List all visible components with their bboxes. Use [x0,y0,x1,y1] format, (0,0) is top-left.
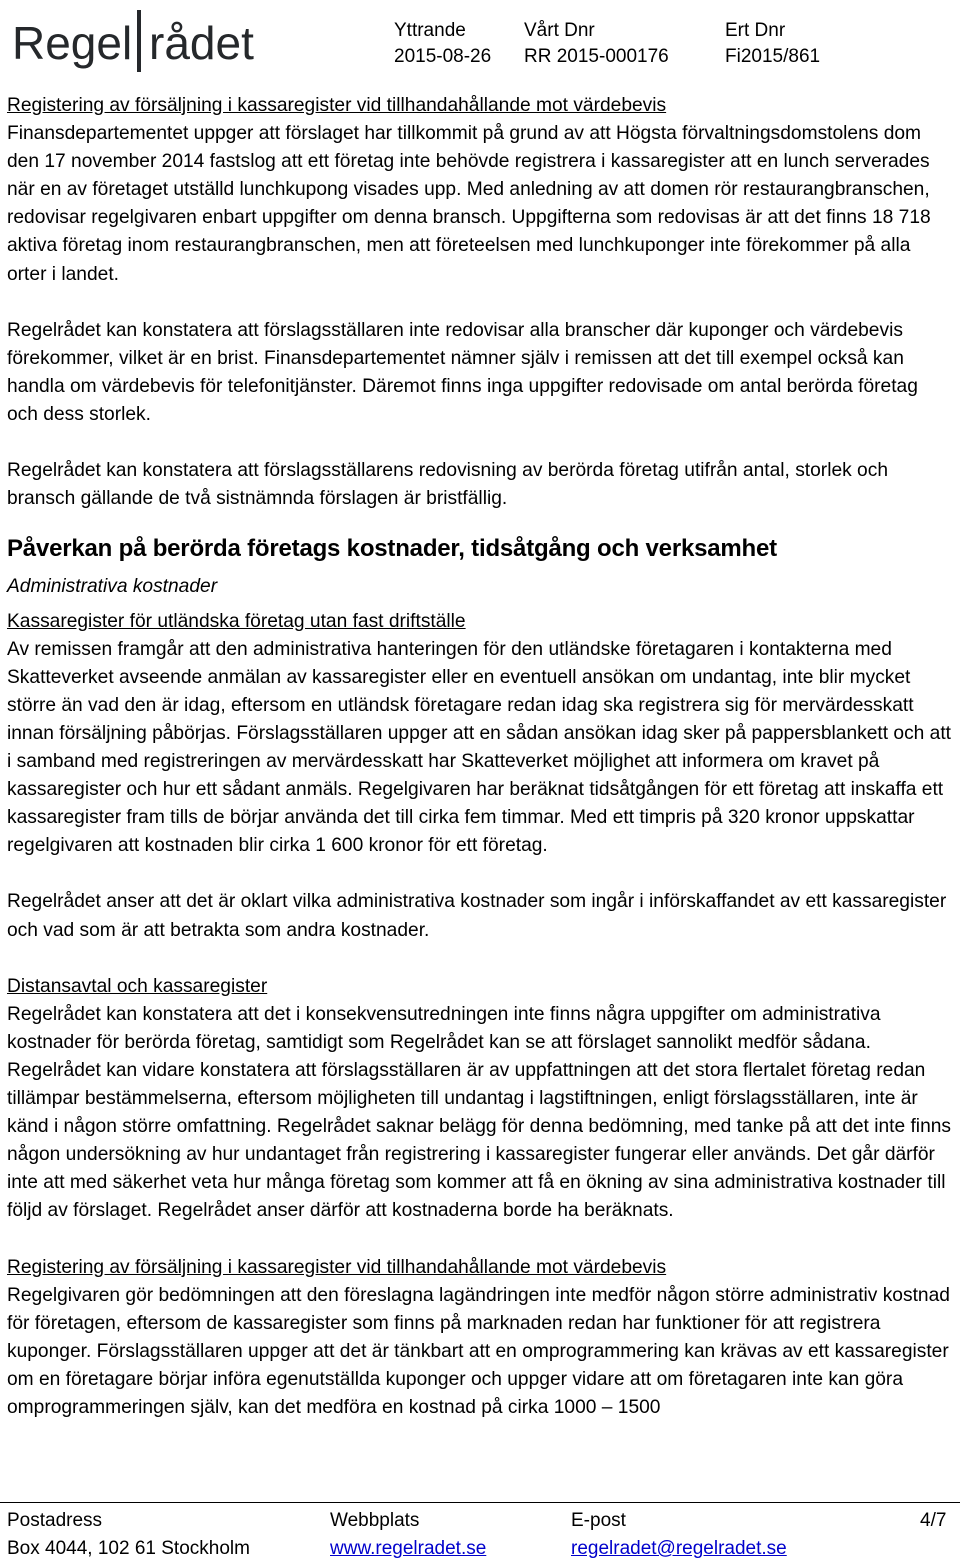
meta-label: Ert Dnr [725,20,786,41]
meta-value: RR 2015-000176 [524,46,669,67]
page-footer [0,1502,960,1563]
paragraph: Regelrådet anser att det är oklart vilka administrativa kostnader som ingår i införskaffandet av ett kassaregister och vad som är att betrakta som andra kostnader. [7,891,947,941]
meta-value: 2015-08-26 [394,46,492,67]
email-link[interactable]: regelradet@regelradet.se [571,1538,787,1559]
section-heading-vardebevis: Registering av försäljning i kassaregister vid tillhandahållande mot värdebevis [7,95,667,116]
meta-label: Yttrande [394,20,466,41]
footer-web [330,1507,486,1563]
paragraph: Finansdepartementet uppger att förslaget har tillkommit på grund av att Högsta förvaltningsdomstolens dom den 17 november 2014 fastslog att ett företag inte behövde registrera i kassaregister att en lunch serverades när en av företaget utställd lunchkupong visades upp. Med anledning av att domen rör restaurangbranschen, redovisar regelgivaren enbart uppgifter om denna bransch. Uppgifterna som redovisas är att det finns 18 718 aktiva företag inom restaurangbranschen, men att företeelsen med lunchkuponger inte förekommer på alla orter i landet. [7,123,931,285]
paragraph-gap [7,513,953,533]
footer-postal-label: Postadress [7,1510,103,1531]
document-body [7,92,953,1422]
meta-yttrande [394,18,491,70]
meta-vart-dnr [524,18,669,70]
paragraph-gap [7,1226,953,1254]
paragraph: Regelrådet kan konstatera att förslagsställaren inte redovisar alla branscher där kuponger och värdebevis förekommer, vilket är en brist. Finansdepartementet nämner själv i remissen att det till exempel också kan handla om värdebevis för telefonitjänster. Däremot finns inga uppgifter redovisade om antal berörda företag och dess storlek. [7,319,918,426]
logo-text-left: Regel [12,17,133,69]
paragraph: Av remissen framgår att den administrativa hanteringen för den utländske företagaren i kontakterna med Skatteverket avseende anmälan av kassaregister eller en eventuell ansökan om undantag, inte blir mycket större än vad den är idag, eftersom en utländsk företagare redan idag ska registrera sig för mervärdesskatt innan försäljning påbörjas. Förslagsställaren uppger att en sådan ansökan idag sker på pappersblankett och att i samband med registreringen av mervärdesskatt har Skatteverket möjlighet att informera om kravet på kassaregister och hur ett sådant anmäls. Regelgivaren har beräknat tidsåtgången för ett företag att inskaffa ett kassaregister fram tills de börjar använda det till cirka fem timmar. Med ett timpris på 320 kronor uppskattar regelgivaren att kostnaden blir cirka 1 600 kronor för ett företag. [7,638,951,857]
page-number: 4/7 [920,1510,947,1531]
logo-text-right: rådet [149,17,254,69]
paragraph: Regelrådet kan konstatera att förslagsställarens redovisning av berörda företag utifrån antal, storlek och bransch gällande de två sistnämnda förslagen är bristfällig. [7,460,888,510]
section-heading-vardebevis-2: Registering av försäljning i kassaregister vid tillhandahållande mot värdebevis [7,1256,667,1278]
meta-value: Fi2015/861 [725,46,821,67]
meta-label: Vårt Dnr [524,20,595,41]
footer-email [571,1507,787,1563]
paragraph-gap [7,945,953,973]
paragraph: Regelrådet kan konstatera att det i konsekvensutredningen inte finns några uppgifter om administrativa kostnader för berörda företag, samtidigt som Regelrådet kan se att förslaget sannolikt medför sådana. Regelrådet kan vidare konstatera att förslagsställaren är av uppfattningen att det stora flertalet företag redan tillämpar bestämmelserna, eftersom möjligheten till undantag i lagstiftningen, enligt förslagsställaren, inte är känd i någon större omfattning. Regelrådet saknar belägg för denna bedömning, med tanke på att det inte finns någon undersökning av hur undantaget från registrering i kassaregister fungerar eller används. Det går därför inte att med säkerhet veta hur många företag som kommer att få en ökning av sina administrativa kostnader till följd av förslaget. Regelrådet anser därför att kostnaderna borde ha beräknats. [7,1003,952,1222]
website-link[interactable]: www.regelradet.se [330,1538,487,1559]
subheading-administrativa-kostnader: Administrativa kostnader [7,576,218,598]
footer-email-label: E-post [571,1510,626,1531]
page-header [0,0,960,80]
logo-divider-bar [137,10,141,72]
footer-postal [7,1507,250,1563]
footer-postal-value: Box 4044, 102 61 Stockholm [7,1538,250,1559]
meta-ert-dnr [725,18,820,70]
section-title-paverkan: Påverkan på berörda företags kostnader, tidsåtgång och verksamhet [7,535,777,563]
paragraph-gap [7,429,953,457]
section-heading-distansavtal: Distansavtal och kassaregister [7,975,268,997]
paragraph-gap [7,289,953,317]
section-heading-kassaregister-utlandska: Kassaregister för utländska företag utan fast driftställe [7,610,466,632]
paragraph: Regelgivaren gör bedömningen att den föreslagna lagändringen inte medför någon större administrativ kostnad för företagen, eftersom de kassaregister som finns på marknaden redan har funktioner för att registrera kuponger. Förslagsställaren uppger att det är tänkbart att en omprogrammering kan krävas av ett kassaregister om en företagare börjar införa egenutställda kuponger och uppger vidare att om företagaren inte kan göra omprogrammeringen själv, kan det medföra en kostnad på cirka 1000 – 1500 [7,1284,950,1419]
paragraph-gap [7,860,953,888]
footer-web-label: Webbplats [330,1510,420,1531]
